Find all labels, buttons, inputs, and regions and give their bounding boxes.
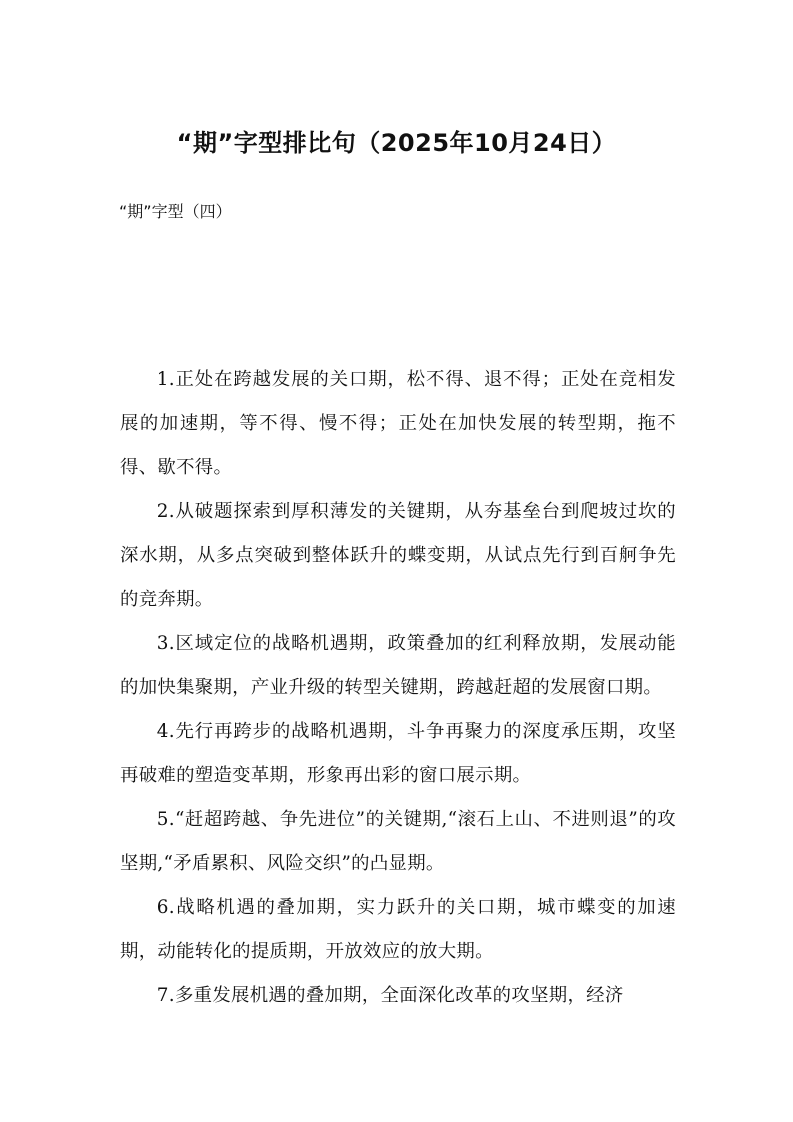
paragraph-3: 3.区域定位的战略机遇期，政策叠加的红利释放期，发展动能的加快集聚期，产业升级的转型关键期，跨越赶超的发展窗口期。 (120, 633, 676, 698)
paragraph-6: 6.战略机遇的叠加期，实力跃升的关口期，城市蝶变的加速期，动能转化的提质期，开放效应的放大期。 (120, 897, 676, 962)
paragraph-4: 4.先行再跨步的战略机遇期，斗争再聚力的深度承压期，攻坚再破难的塑造变革期，形象再出彩的窗口展示期。 (120, 721, 676, 786)
document-body (120, 358, 676, 1018)
section-subtitle: “期”字型（四） (119, 202, 232, 221)
document-title: “期”字型排比句（2025年10月24日） (176, 129, 617, 157)
paragraph-5: 5.“赶超跨越、争先进位”的关键期,“滚石上山、不进则退”的攻坚期,“矛盾累积、风险交织”的凸显期。 (120, 809, 676, 874)
paragraph-1: 1.正处在跨越发展的关口期，松不得、退不得；正处在竞相发展的加速期，等不得、慢不得；正处在加快发展的转型期，拖不得、歇不得。 (120, 369, 676, 478)
paragraph-7: 7.多重发展机遇的叠加期，全面深化改革的攻坚期，经济 (156, 985, 624, 1006)
paragraph-2: 2.从破题探索到厚积薄发的关键期，从夯基垒台到爬坡过坎的深水期，从多点突破到整体跃升的蝶变期，从试点先行到百舸争先的竞奔期。 (120, 501, 676, 610)
